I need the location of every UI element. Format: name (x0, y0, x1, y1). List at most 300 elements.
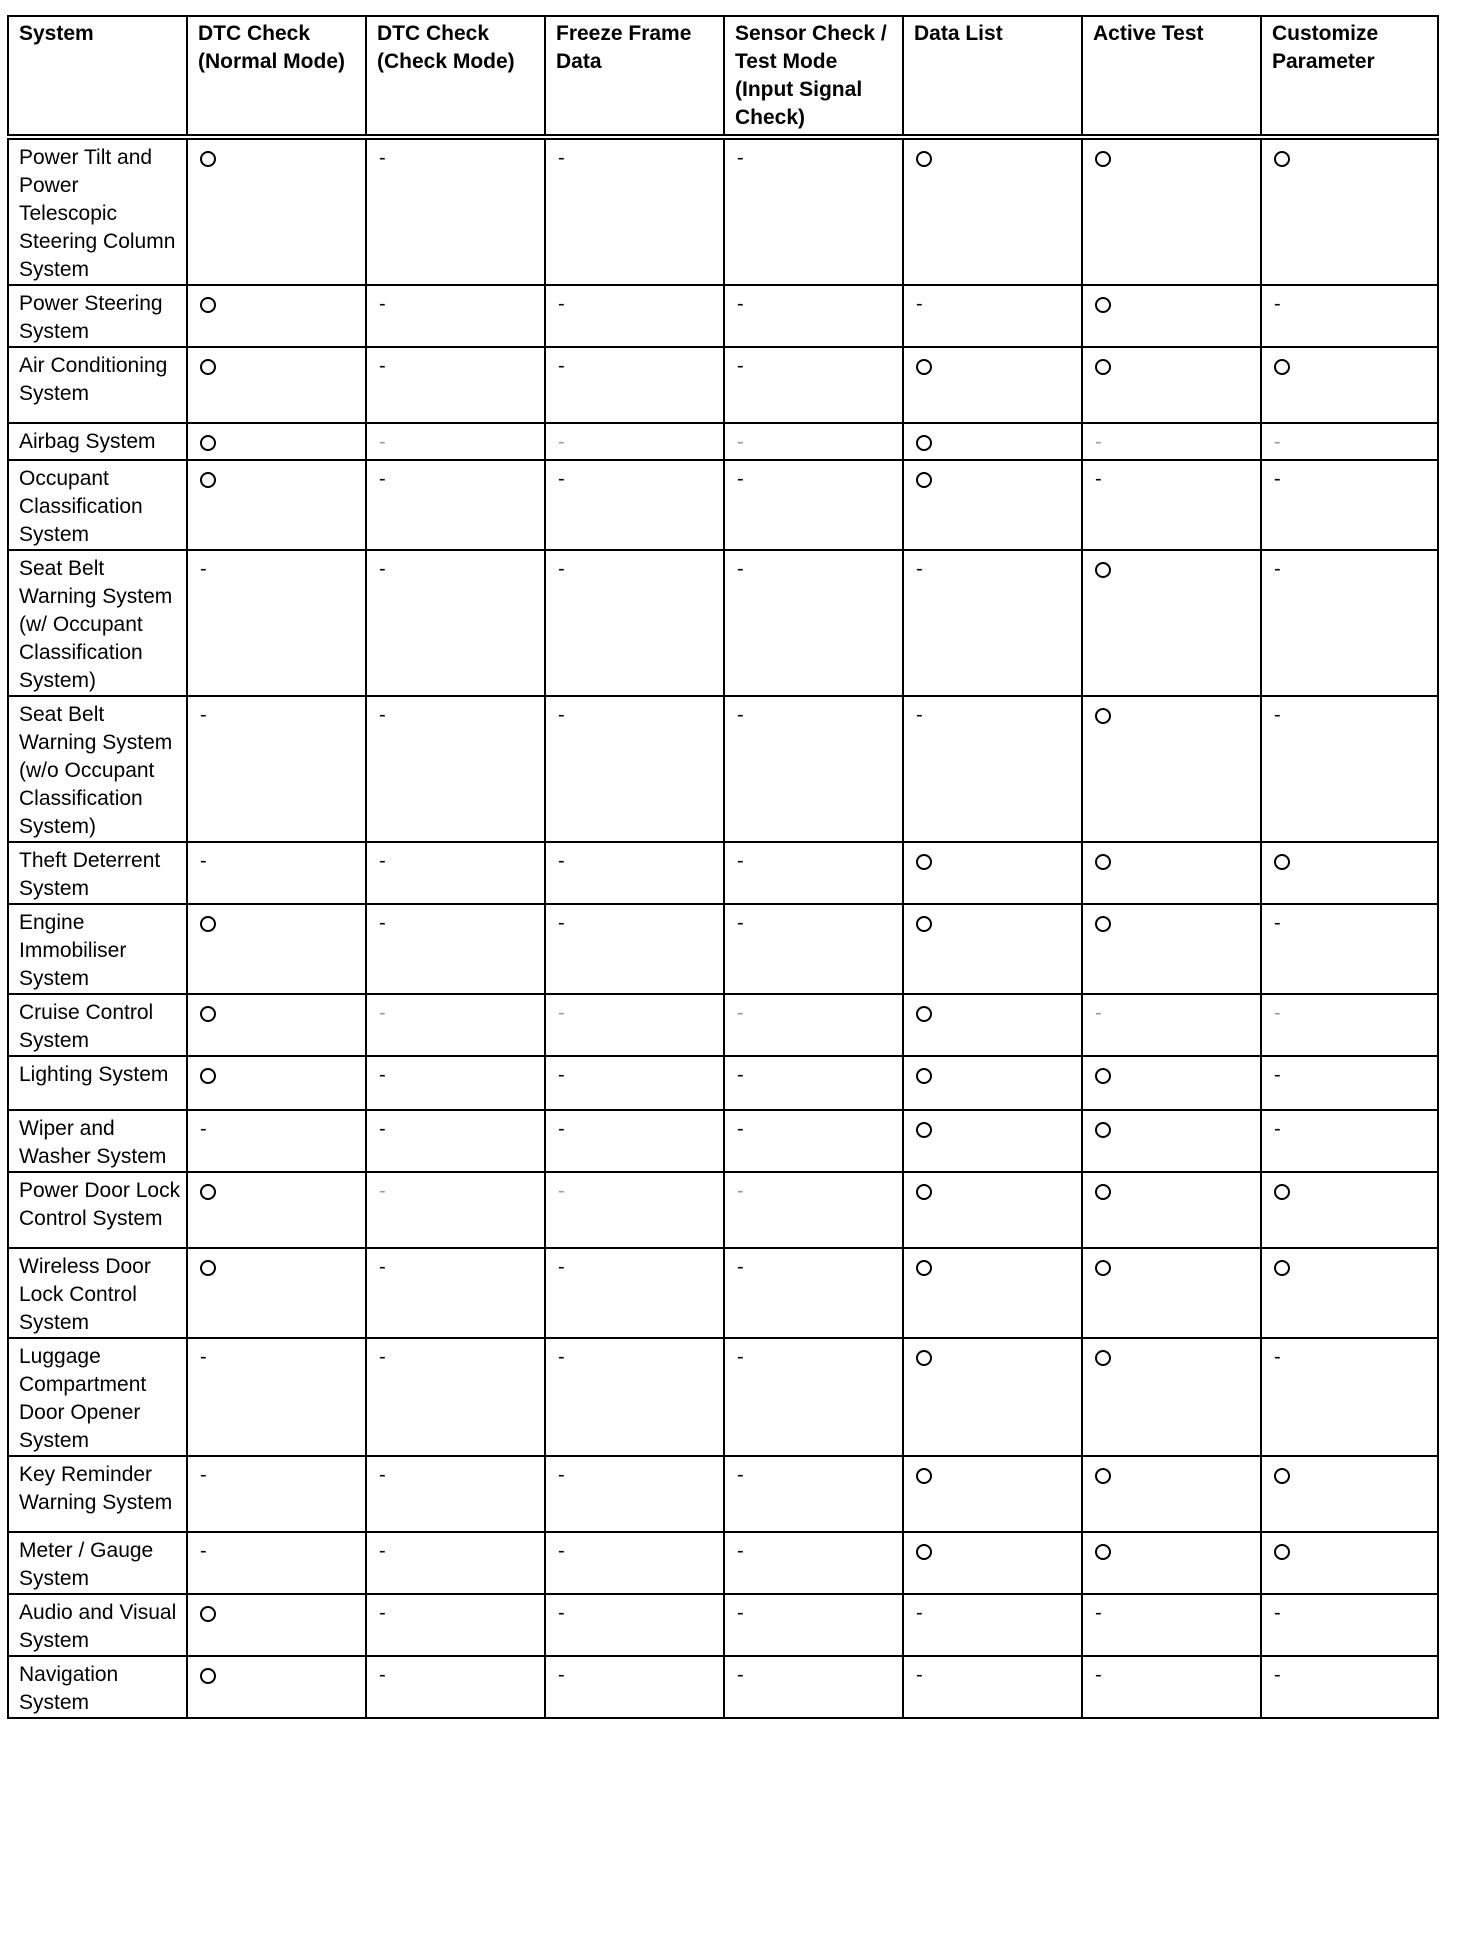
not-supported-dash: - (916, 558, 923, 580)
header-dtc-check: DTC Check (Check Mode) (366, 16, 545, 137)
not-supported-dash: - (558, 293, 565, 315)
supported-circle-icon (1095, 1122, 1111, 1138)
supported-circle-icon (1095, 708, 1111, 724)
not-supported-dash: - (737, 293, 744, 315)
not-supported-cell (366, 696, 545, 842)
system-name-cell: Air Conditioning System (8, 347, 187, 423)
system-name-cell: Power Steering System (8, 285, 187, 347)
not-supported-cell (903, 1656, 1082, 1718)
not-supported-dash: - (1095, 431, 1102, 453)
not-supported-dash: - (737, 147, 744, 169)
supported-cell (1082, 842, 1261, 904)
not-supported-dash: - (558, 704, 565, 726)
supported-cell (1261, 1248, 1438, 1338)
supported-circle-icon (1095, 1468, 1111, 1484)
table-row (8, 1456, 1438, 1532)
not-supported-cell (187, 696, 366, 842)
not-supported-cell (1261, 423, 1438, 460)
supported-cell (187, 1056, 366, 1110)
not-supported-dash: - (737, 850, 744, 872)
not-supported-dash: - (1274, 1064, 1281, 1086)
supported-cell (187, 1248, 366, 1338)
not-supported-dash: - (737, 1256, 744, 1278)
not-supported-dash: - (558, 1180, 565, 1202)
not-supported-dash: - (737, 558, 744, 580)
system-name-cell: Occupant Classification System (8, 460, 187, 550)
supported-circle-icon (1274, 1544, 1290, 1560)
supported-circle-icon (1095, 916, 1111, 932)
supported-cell (187, 423, 366, 460)
not-supported-cell (545, 1056, 724, 1110)
supported-cell (1082, 137, 1261, 285)
system-name-cell: Audio and Visual System (8, 1594, 187, 1656)
not-supported-cell (545, 696, 724, 842)
not-supported-cell (545, 423, 724, 460)
supported-cell (187, 285, 366, 347)
supported-circle-icon (200, 435, 216, 451)
not-supported-cell (724, 550, 903, 696)
not-supported-dash: - (737, 1118, 744, 1140)
not-supported-cell (724, 285, 903, 347)
not-supported-cell (545, 1338, 724, 1456)
not-supported-cell (187, 1456, 366, 1532)
system-name-cell: Seat Belt Warning System (w/ Occupant Classification System) (8, 550, 187, 696)
not-supported-cell (366, 1172, 545, 1248)
not-supported-cell (366, 1456, 545, 1532)
not-supported-dash: - (558, 1002, 565, 1024)
not-supported-cell (366, 423, 545, 460)
not-supported-dash: - (379, 147, 386, 169)
supported-circle-icon (200, 1606, 216, 1622)
supported-circle-icon (916, 916, 932, 932)
supported-cell (903, 1172, 1082, 1248)
not-supported-dash: - (379, 1346, 386, 1368)
not-supported-cell (1082, 994, 1261, 1056)
supported-circle-icon (916, 1006, 932, 1022)
table-row (8, 1532, 1438, 1594)
supported-cell (187, 1594, 366, 1656)
not-supported-dash: - (379, 1002, 386, 1024)
not-supported-dash: - (379, 293, 386, 315)
not-supported-cell (1261, 696, 1438, 842)
not-supported-dash: - (737, 1180, 744, 1202)
not-supported-dash: - (737, 431, 744, 453)
not-supported-dash: - (379, 850, 386, 872)
table-row (8, 423, 1438, 460)
not-supported-cell (724, 137, 903, 285)
supported-circle-icon (916, 1350, 932, 1366)
not-supported-cell (545, 460, 724, 550)
not-supported-cell (545, 1594, 724, 1656)
not-supported-cell (545, 1456, 724, 1532)
not-supported-cell (545, 904, 724, 994)
table-row (8, 347, 1438, 423)
supported-cell (187, 1172, 366, 1248)
supported-cell (903, 904, 1082, 994)
not-supported-cell (1261, 1656, 1438, 1718)
supported-cell (1082, 1056, 1261, 1110)
supported-circle-icon (916, 1122, 932, 1138)
not-supported-cell (724, 1110, 903, 1172)
supported-cell (1082, 347, 1261, 423)
not-supported-dash: - (379, 1540, 386, 1562)
not-supported-dash: - (916, 1602, 923, 1624)
supported-circle-icon (200, 359, 216, 375)
not-supported-cell (724, 994, 903, 1056)
not-supported-dash: - (379, 558, 386, 580)
supported-circle-icon (916, 472, 932, 488)
table-row (8, 994, 1438, 1056)
table-row (8, 460, 1438, 550)
supported-cell (187, 347, 366, 423)
not-supported-dash: - (558, 1464, 565, 1486)
not-supported-dash: - (737, 1602, 744, 1624)
supported-circle-icon (1274, 1260, 1290, 1276)
not-supported-cell (545, 285, 724, 347)
supported-circle-icon (916, 854, 932, 870)
not-supported-dash: - (737, 704, 744, 726)
not-supported-cell (1082, 1656, 1261, 1718)
not-supported-dash: - (200, 850, 207, 872)
not-supported-cell (903, 1594, 1082, 1656)
not-supported-cell (1261, 1056, 1438, 1110)
not-supported-cell (366, 285, 545, 347)
table-row (8, 696, 1438, 842)
not-supported-dash: - (379, 468, 386, 490)
not-supported-cell (366, 904, 545, 994)
not-supported-dash: - (558, 468, 565, 490)
supported-cell (1261, 137, 1438, 285)
not-supported-dash: - (1274, 468, 1281, 490)
table-row (8, 1172, 1438, 1248)
supported-circle-icon (1095, 359, 1111, 375)
system-name-cell: Engine Immobiliser System (8, 904, 187, 994)
supported-cell (903, 460, 1082, 550)
not-supported-dash: - (379, 1118, 386, 1140)
not-supported-cell (545, 137, 724, 285)
supported-cell (1261, 842, 1438, 904)
supported-cell (903, 842, 1082, 904)
supported-circle-icon (200, 297, 216, 313)
system-name-cell: Power Door Lock Control System (8, 1172, 187, 1248)
not-supported-cell (724, 1248, 903, 1338)
supported-cell (903, 994, 1082, 1056)
not-supported-cell (366, 1110, 545, 1172)
not-supported-dash: - (379, 1464, 386, 1486)
supported-circle-icon (1095, 151, 1111, 167)
not-supported-dash: - (558, 850, 565, 872)
not-supported-cell (1261, 550, 1438, 696)
not-supported-dash: - (558, 1540, 565, 1562)
supported-circle-icon (916, 151, 932, 167)
not-supported-cell (545, 1656, 724, 1718)
not-supported-cell (724, 1172, 903, 1248)
supported-cell (1082, 550, 1261, 696)
supported-cell (1261, 1532, 1438, 1594)
supported-circle-icon (1274, 359, 1290, 375)
supported-cell (903, 1248, 1082, 1338)
table-row (8, 285, 1438, 347)
supported-circle-icon (916, 1184, 932, 1200)
not-supported-dash: - (916, 1664, 923, 1686)
supported-cell (903, 423, 1082, 460)
not-supported-dash: - (200, 1540, 207, 1562)
not-supported-cell (366, 1532, 545, 1594)
not-supported-dash: - (379, 1664, 386, 1686)
not-supported-cell (366, 550, 545, 696)
supported-circle-icon (200, 1006, 216, 1022)
not-supported-dash: - (737, 1664, 744, 1686)
supported-circle-icon (916, 359, 932, 375)
supported-cell (903, 1338, 1082, 1456)
not-supported-dash: - (558, 147, 565, 169)
supported-cell (1082, 1248, 1261, 1338)
not-supported-cell (1082, 460, 1261, 550)
not-supported-cell (724, 1338, 903, 1456)
not-supported-dash: - (1274, 1602, 1281, 1624)
not-supported-cell (724, 842, 903, 904)
header-row (8, 16, 1438, 137)
not-supported-cell (1261, 1338, 1438, 1456)
not-supported-dash: - (379, 431, 386, 453)
not-supported-cell (366, 1248, 545, 1338)
supported-cell (187, 994, 366, 1056)
supported-circle-icon (1095, 297, 1111, 313)
supported-circle-icon (200, 1668, 216, 1684)
supported-circle-icon (916, 1544, 932, 1560)
not-supported-cell (366, 1338, 545, 1456)
table-row (8, 1056, 1438, 1110)
system-name-cell: Wiper and Washer System (8, 1110, 187, 1172)
not-supported-cell (545, 1110, 724, 1172)
not-supported-dash: - (737, 912, 744, 934)
not-supported-dash: - (1274, 1118, 1281, 1140)
not-supported-cell (724, 460, 903, 550)
not-supported-cell (366, 460, 545, 550)
not-supported-dash: - (916, 293, 923, 315)
system-name-cell: Wireless Door Lock Control System (8, 1248, 187, 1338)
supported-circle-icon (916, 1468, 932, 1484)
not-supported-cell (1082, 423, 1261, 460)
not-supported-cell (545, 994, 724, 1056)
supported-circle-icon (200, 916, 216, 932)
supported-circle-icon (200, 151, 216, 167)
not-supported-dash: - (558, 1118, 565, 1140)
not-supported-cell (545, 347, 724, 423)
system-name-cell: Key Reminder Warning System (8, 1456, 187, 1532)
not-supported-cell (366, 842, 545, 904)
not-supported-dash: - (200, 558, 207, 580)
table-row (8, 1248, 1438, 1338)
not-supported-dash: - (558, 1602, 565, 1624)
supported-cell (903, 1532, 1082, 1594)
not-supported-dash: - (379, 1180, 386, 1202)
not-supported-cell (187, 1110, 366, 1172)
not-supported-dash: - (379, 912, 386, 934)
supported-cell (903, 347, 1082, 423)
not-supported-cell (545, 1248, 724, 1338)
not-supported-cell (545, 1172, 724, 1248)
not-supported-dash: - (200, 1346, 207, 1368)
not-supported-cell (1261, 1110, 1438, 1172)
supported-cell (187, 137, 366, 285)
system-name-cell: Airbag System (8, 423, 187, 460)
not-supported-dash: - (379, 355, 386, 377)
not-supported-cell (366, 1656, 545, 1718)
not-supported-cell (1261, 285, 1438, 347)
supported-cell (1261, 347, 1438, 423)
not-supported-dash: - (737, 1464, 744, 1486)
supported-circle-icon (1095, 1068, 1111, 1084)
not-supported-dash: - (1095, 1002, 1102, 1024)
not-supported-dash: - (558, 1064, 565, 1086)
supported-circle-icon (1095, 1350, 1111, 1366)
not-supported-dash: - (200, 1464, 207, 1486)
header-freeze-frame: Freeze Frame Data (545, 16, 724, 137)
supported-cell (903, 1056, 1082, 1110)
not-supported-cell (903, 696, 1082, 842)
not-supported-cell (1261, 904, 1438, 994)
supported-circle-icon (200, 472, 216, 488)
system-name-cell: Navigation System (8, 1656, 187, 1718)
system-name-cell: Theft Deterrent System (8, 842, 187, 904)
not-supported-dash: - (558, 912, 565, 934)
system-name-cell: Cruise Control System (8, 994, 187, 1056)
supported-cell (1082, 696, 1261, 842)
diagnostic-function-table (7, 15, 1439, 1719)
table-row (8, 904, 1438, 994)
system-name-cell: Lighting System (8, 1056, 187, 1110)
not-supported-dash: - (916, 704, 923, 726)
supported-circle-icon (1274, 1468, 1290, 1484)
not-supported-cell (1261, 460, 1438, 550)
not-supported-dash: - (737, 1064, 744, 1086)
not-supported-cell (724, 1656, 903, 1718)
not-supported-cell (187, 1532, 366, 1594)
not-supported-cell (724, 904, 903, 994)
supported-cell (1261, 1456, 1438, 1532)
system-name-cell: Power Tilt and Power Telescopic Steering Column System (8, 137, 187, 285)
not-supported-cell (903, 285, 1082, 347)
not-supported-dash: - (737, 355, 744, 377)
supported-circle-icon (1095, 1184, 1111, 1200)
supported-circle-icon (1095, 1544, 1111, 1560)
header-sensor-check: Sensor Check / Test Mode (Input Signal Check) (724, 16, 903, 137)
not-supported-dash: - (379, 1602, 386, 1624)
not-supported-cell (366, 347, 545, 423)
not-supported-cell (187, 550, 366, 696)
supported-cell (1082, 1110, 1261, 1172)
not-supported-cell (724, 423, 903, 460)
table-row (8, 137, 1438, 285)
not-supported-cell (366, 137, 545, 285)
not-supported-cell (1082, 1594, 1261, 1656)
supported-circle-icon (916, 435, 932, 451)
supported-cell (1082, 1456, 1261, 1532)
supported-cell (187, 904, 366, 994)
not-supported-cell (187, 842, 366, 904)
not-supported-cell (724, 696, 903, 842)
not-supported-dash: - (1274, 1002, 1281, 1024)
table-body (8, 137, 1438, 1718)
supported-circle-icon (1095, 854, 1111, 870)
supported-cell (187, 460, 366, 550)
not-supported-dash: - (1095, 1664, 1102, 1686)
supported-cell (1082, 285, 1261, 347)
not-supported-dash: - (558, 1664, 565, 1686)
supported-circle-icon (916, 1068, 932, 1084)
not-supported-cell (545, 1532, 724, 1594)
supported-circle-icon (200, 1184, 216, 1200)
not-supported-cell (724, 1056, 903, 1110)
supported-circle-icon (1095, 1260, 1111, 1276)
not-supported-cell (724, 1594, 903, 1656)
not-supported-dash: - (737, 1540, 744, 1562)
system-name-cell: Luggage Compartment Door Opener System (8, 1338, 187, 1456)
not-supported-dash: - (1274, 912, 1281, 934)
supported-cell (903, 1110, 1082, 1172)
supported-cell (1082, 1338, 1261, 1456)
header-data-list: Data List (903, 16, 1082, 137)
header-dtc-normal: DTC Check (Normal Mode) (187, 16, 366, 137)
supported-cell (903, 1456, 1082, 1532)
supported-circle-icon (1274, 1184, 1290, 1200)
not-supported-dash: - (379, 1256, 386, 1278)
supported-circle-icon (1095, 562, 1111, 578)
not-supported-cell (1261, 1594, 1438, 1656)
not-supported-dash: - (1274, 1346, 1281, 1368)
not-supported-dash: - (379, 1064, 386, 1086)
not-supported-cell (724, 1532, 903, 1594)
header-system: System (8, 16, 187, 137)
not-supported-cell (545, 842, 724, 904)
not-supported-cell (903, 550, 1082, 696)
not-supported-dash: - (200, 704, 207, 726)
not-supported-dash: - (1274, 558, 1281, 580)
supported-circle-icon (200, 1260, 216, 1276)
not-supported-dash: - (1274, 431, 1281, 453)
system-name-cell: Meter / Gauge System (8, 1532, 187, 1594)
supported-cell (1261, 1172, 1438, 1248)
not-supported-dash: - (1274, 704, 1281, 726)
supported-cell (1082, 1172, 1261, 1248)
not-supported-dash: - (558, 1256, 565, 1278)
not-supported-dash: - (1274, 1664, 1281, 1686)
supported-cell (1082, 904, 1261, 994)
not-supported-cell (187, 1338, 366, 1456)
table-row (8, 1338, 1438, 1456)
not-supported-cell (724, 347, 903, 423)
supported-cell (187, 1656, 366, 1718)
not-supported-dash: - (1274, 293, 1281, 315)
supported-circle-icon (200, 1068, 216, 1084)
supported-circle-icon (916, 1260, 932, 1276)
not-supported-cell (366, 1594, 545, 1656)
not-supported-cell (1261, 994, 1438, 1056)
not-supported-dash: - (737, 468, 744, 490)
table-header (8, 16, 1438, 137)
not-supported-dash: - (1095, 468, 1102, 490)
not-supported-dash: - (1095, 1602, 1102, 1624)
not-supported-dash: - (737, 1002, 744, 1024)
not-supported-dash: - (379, 704, 386, 726)
not-supported-dash: - (558, 355, 565, 377)
header-customize: Customize Parameter (1261, 16, 1438, 137)
table-row (8, 1594, 1438, 1656)
supported-cell (1082, 1532, 1261, 1594)
table-row (8, 842, 1438, 904)
system-name-cell: Seat Belt Warning System (w/o Occupant Classification System) (8, 696, 187, 842)
